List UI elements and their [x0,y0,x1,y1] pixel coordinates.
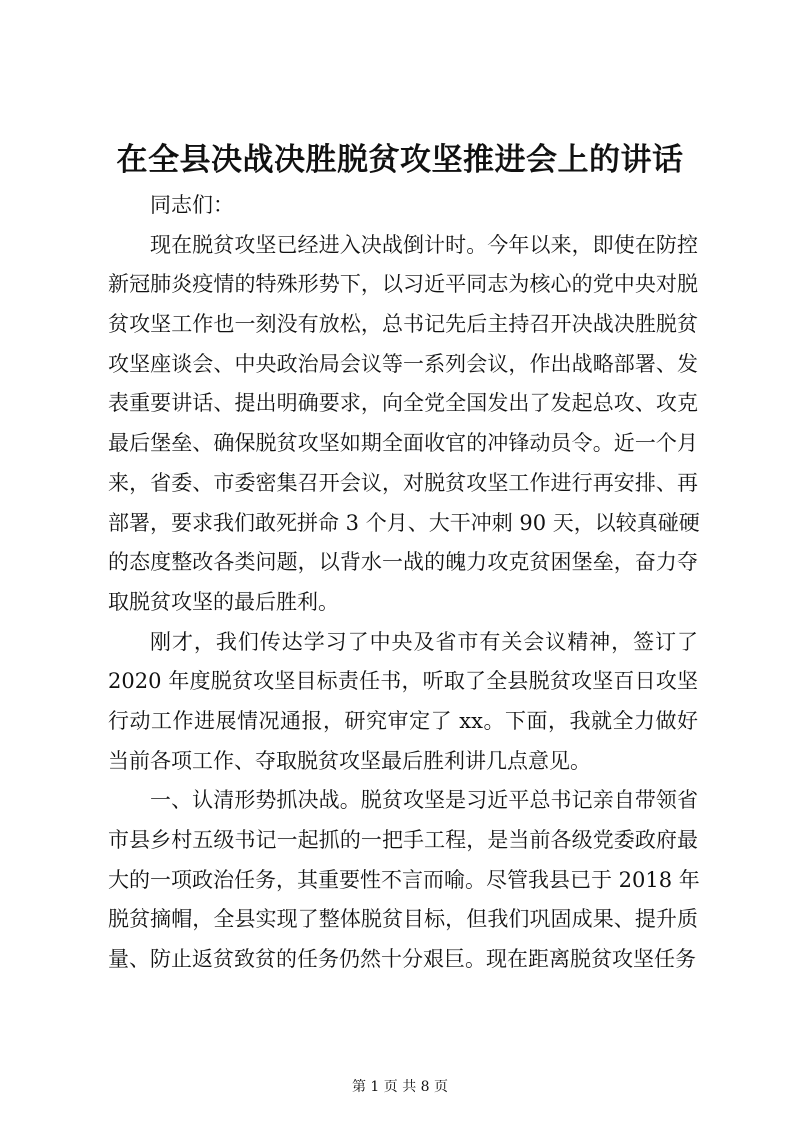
paragraph-line: 最后堡垒、确保脱贫攻坚如期全面收官的冲锋动员令。近一个月 [108,431,698,456]
paragraph-line: 大的一项政治任务，其重要性不言而喻。尽管我县已于 2018 年 [108,867,700,892]
paragraph-line: 刚才，我们传达学习了中央及省市有关会议精神，签订了 [150,629,698,654]
paragraph-line: 攻坚座谈会、中央政治局会议等一系列会议，作出战略部署、发 [108,351,698,376]
document-body [108,186,698,980]
paragraph [108,781,698,979]
paragraph-line: 行动工作进展情况通报，研究审定了 xx。下面，我就全力做好 [108,708,698,733]
paragraph-line: 市县乡村五级书记一起抓的一把手工程，是当前各级党委政府最 [108,828,698,853]
paragraph-line: 表重要讲话、提出明确要求，向全党全国发出了发起总攻、攻克 [108,391,698,416]
paragraph-line: 部署，要求我们敢死拼命 3 个月、大干冲刺 90 天，以较真碰硬 [108,510,700,535]
paragraph [108,226,698,623]
paragraph-line: 取脱贫攻坚的最后胜利。 [108,589,339,614]
paragraph-line: 贫攻坚工作也一刻没有放松，总书记先后主持召开决战决胜脱贫 [108,312,698,337]
document-title: 在全县决战决胜脱贫攻坚推进会上的讲话 [116,142,684,178]
paragraph [108,623,698,782]
paragraph-container [108,226,698,980]
paragraph-line: 2020 年度脱贫攻坚目标责任书，听取了全县脱贫攻坚百日攻坚 [108,669,698,694]
paragraph-line: 量、防止返贫致贫的任务仍然十分艰巨。现在距离脱贫攻坚任务 [108,947,696,972]
paragraph-line: 的态度整改各类问题，以背水一战的魄力攻克贫困堡垒，奋力夺 [108,550,698,575]
paragraph-line: 来，省委、市委密集召开会议，对脱贫攻坚工作进行再安排、再 [108,470,698,495]
salutation: 同志们： [150,193,234,217]
paragraph-line: 一、认清形势抓决战。脱贫攻坚是习近平总书记亲自带领省 [150,788,698,813]
paragraph-line: 现在脱贫攻坚已经进入决战倒计时。今年以来，即使在防控 [150,232,698,257]
paragraph-line: 新冠肺炎疫情的特殊形势下，以习近平同志为核心的党中央对脱 [108,272,698,297]
paragraph-line: 脱贫摘帽，全县实现了整体脱贫目标，但我们巩固成果、提升质 [108,907,698,932]
paragraph-line: 当前各项工作、夺取脱贫攻坚最后胜利讲几点意见。 [108,748,591,773]
page-footer: 第 1 页 共 8 页 [351,1079,449,1095]
